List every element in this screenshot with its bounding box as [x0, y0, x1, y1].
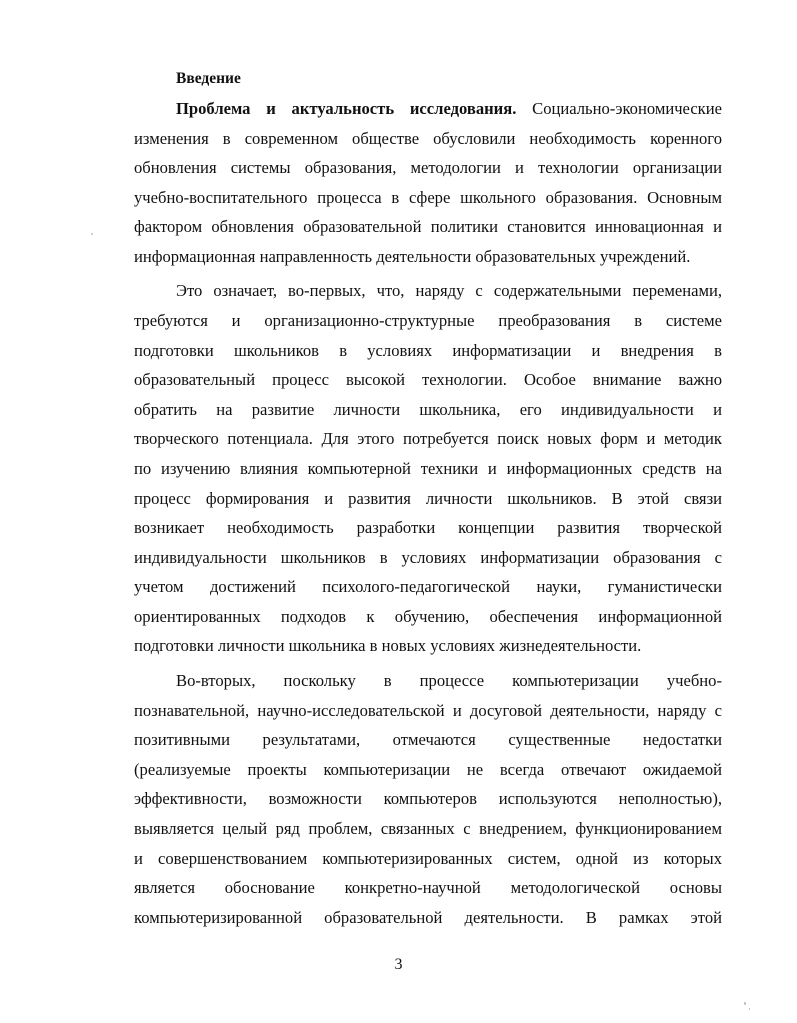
paragraph-line: компьютеризированной образовательной деятельности. В рамках этой: [134, 908, 722, 927]
paragraph-line: по изучению влияния компьютерной техники и информационных средств на: [134, 459, 722, 478]
paragraph-line: [176, 98, 722, 120]
paragraph-line: процесс формирования и развития личности школьников. В этой связи: [134, 489, 722, 508]
paragraph-line: образовательный процесс высокой технологии. Особое внимание важно: [134, 370, 722, 389]
paragraph-line: Это означает, во-первых, что, наряду с содержательными переменами,: [176, 281, 722, 300]
paragraph-line: обратить на развитие личности школьника, его индивидуальности и: [134, 400, 722, 419]
section-heading: Введение: [176, 70, 241, 87]
paragraph-line: является обоснование конкретно-научной методологической основы: [134, 878, 722, 897]
line-text: Социально-экономические: [516, 99, 722, 118]
paragraph-line: обновления системы образования, методологии и технологии организации: [134, 158, 722, 177]
paragraph-line: индивидуальности школьников в условиях информатизации образования с: [134, 548, 722, 567]
paragraph-line: выявляется целый ряд проблем, связанных с внедрением, функционированием: [134, 819, 722, 838]
paragraph-line: подготовки личности школьника в новых условиях жизнедеятельности.: [134, 636, 642, 655]
paragraph-line: позитивными результатами, отмечаются существенные недостатки: [134, 730, 722, 749]
paragraph-line: фактором обновления образовательной политики становится инновационная и: [134, 217, 722, 236]
paragraph-line: возникает необходимость разработки концепции развития творческой: [134, 518, 722, 537]
scan-speck: [91, 233, 93, 235]
scan-speck: [749, 1008, 750, 1010]
paragraph-line: учетом достижений психолого-педагогической науки, гуманистически: [134, 577, 722, 596]
paragraph-line: Во-вторых, поскольку в процессе компьютеризации учебно-: [176, 671, 722, 690]
scan-speck: [744, 1002, 746, 1005]
paragraph-line: творческого потенциала. Для этого потребуется поиск новых форм и методик: [134, 429, 722, 448]
paragraph-line: информационная направленность деятельности образовательных учреждений.: [134, 247, 691, 266]
paragraph-line: и совершенствованием компьютеризированных систем, одной из которых: [134, 849, 722, 868]
paragraph-line: ориентированных подходов к обучению, обеспечения информационной: [134, 607, 722, 626]
page-number: 3: [394, 956, 403, 973]
paragraph-line: (реализуемые проекты компьютеризации не всегда отвечают ожидаемой: [134, 760, 722, 779]
paragraph-line: эффективности, возможности компьютеров используются неполностью),: [134, 789, 722, 808]
paragraph-line: требуются и организационно-структурные преобразования в системе: [134, 311, 722, 330]
paragraph-line: познавательной, научно-исследовательской и досуговой деятельности, наряду с: [134, 701, 722, 720]
paragraph-line: изменения в современном обществе обусловили необходимость коренного: [134, 129, 722, 148]
paragraph-line: учебно-воспитательного процесса в сфере школьного образования. Основным: [134, 188, 722, 207]
bold-lead-text: Проблема и актуальность исследования.: [176, 99, 517, 118]
paragraph-line: подготовки школьников в условиях информатизации и внедрения в: [134, 341, 722, 360]
